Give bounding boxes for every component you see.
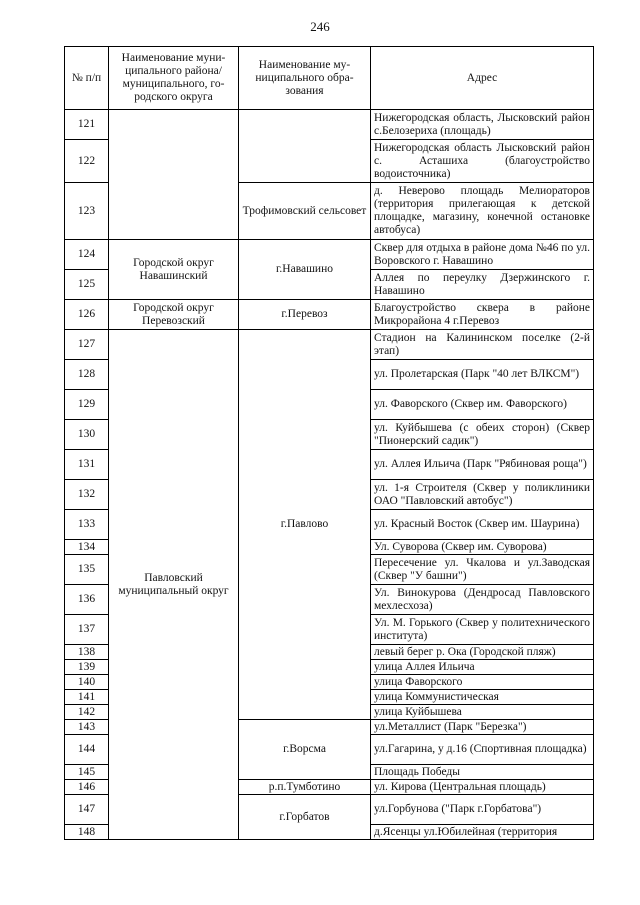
row-number: 140 [65, 675, 109, 690]
row-number: 137 [65, 615, 109, 645]
row-number: 136 [65, 585, 109, 615]
row-number: 142 [65, 705, 109, 720]
row-number: 124 [65, 240, 109, 270]
address-cell: Нижегородская область Лысковский район с. Асташиха (благоустройство водоисточника) [371, 140, 594, 183]
row-number: 135 [65, 555, 109, 585]
address-cell: Ул. Винокурова (Дендросад Павловского мехлесхоза) [371, 585, 594, 615]
address-cell: улица Фаворского [371, 675, 594, 690]
address-cell: ул. Красный Восток (Сквер им. Шаурина) [371, 510, 594, 540]
row-number: 122 [65, 140, 109, 183]
municipality-cell: г.Горбатов [239, 795, 371, 840]
header-number: № п/п [65, 47, 109, 110]
row-number: 141 [65, 690, 109, 705]
row-number: 129 [65, 390, 109, 420]
address-cell: ул.Металлист (Парк "Березка") [371, 720, 594, 735]
address-cell: ул.Гагарина, у д.16 (Спортивная площадка) [371, 735, 594, 765]
row-number: 132 [65, 480, 109, 510]
address-cell: Сквер для отдыха в районе дома №46 по ул. Воровского г. Навашино [371, 240, 594, 270]
row-number: 145 [65, 765, 109, 780]
row-number: 133 [65, 510, 109, 540]
municipality-cell: г.Навашино [239, 240, 371, 300]
municipality-cell: р.п.Тумботино [239, 780, 371, 795]
address-cell: ул. Пролетарская (Парк "40 лет ВЛКСМ") [371, 360, 594, 390]
address-cell: Стадион на Калининском поселке (2-й этап) [371, 330, 594, 360]
row-number: 127 [65, 330, 109, 360]
address-table [64, 46, 594, 840]
municipality-cell: г.Ворсма [239, 720, 371, 780]
address-cell: Аллея по переулку Дзержинского г. Навашино [371, 270, 594, 300]
address-cell: ул.Горбунова ("Парк г.Горбатова") [371, 795, 594, 825]
municipality-cell [239, 110, 371, 183]
district-cell: Городской округ Перевозский [109, 300, 239, 330]
address-cell: ул. Кирова (Центральная площадь) [371, 780, 594, 795]
header-address: Адрес [371, 47, 594, 110]
municipality-cell: Трофимовский сельсовет [239, 183, 371, 240]
address-cell: Нижегородская область, Лысковский район с.Белозериха (площадь) [371, 110, 594, 140]
district-cell [109, 110, 239, 240]
district-cell: Городской округ Навашинский [109, 240, 239, 300]
address-cell: ул. 1-я Строителя (Сквер у поликлиники ОАО "Павловский автобус") [371, 480, 594, 510]
table-body [65, 110, 594, 840]
row-number: 147 [65, 795, 109, 825]
row-number: 134 [65, 540, 109, 555]
header-district: Наименование муни-ципального района/ муниципального, го-родского округа [109, 47, 239, 110]
address-cell: улица Коммунистическая [371, 690, 594, 705]
row-number: 126 [65, 300, 109, 330]
row-number: 130 [65, 420, 109, 450]
row-number: 148 [65, 825, 109, 840]
address-cell: улица Куйбышева [371, 705, 594, 720]
address-cell: Благоустройство сквера в районе Микрорайона 4 г.Перевоз [371, 300, 594, 330]
table-row [65, 330, 594, 360]
row-number: 121 [65, 110, 109, 140]
table-row [65, 300, 594, 330]
page-number: 246 [310, 19, 330, 34]
row-number: 138 [65, 645, 109, 660]
address-cell: д. Неверово площадь Мелиораторов (территория прилегающая к детской площадке, магазину, конечной остановке автобуса) [371, 183, 594, 240]
row-number: 123 [65, 183, 109, 240]
row-number: 128 [65, 360, 109, 390]
municipality-cell: г.Павлово [239, 330, 371, 720]
address-cell: Пересечение ул. Чкалова и ул.Заводская (Сквер "У башни") [371, 555, 594, 585]
row-number: 131 [65, 450, 109, 480]
address-cell: левый берег р. Ока (Городской пляж) [371, 645, 594, 660]
row-number: 139 [65, 660, 109, 675]
address-cell: д.Ясенцы ул.Юбилейная (территория [371, 825, 594, 840]
address-cell: Площадь Победы [371, 765, 594, 780]
address-cell: улица Аллея Ильича [371, 660, 594, 675]
table-row [65, 110, 594, 140]
address-cell: Ул. Суворова (Сквер им. Суворова) [371, 540, 594, 555]
address-cell: ул. Фаворского (Сквер им. Фаворского) [371, 390, 594, 420]
row-number: 144 [65, 735, 109, 765]
district-cell: Павловский муниципальный округ [109, 330, 239, 840]
address-cell: ул. Аллея Ильича (Парк "Рябиновая роща") [371, 450, 594, 480]
row-number: 143 [65, 720, 109, 735]
address-cell: Ул. М. Горького (Сквер у политехнического института) [371, 615, 594, 645]
address-cell: ул. Куйбышева (с обеих сторон) (Сквер "Пионерский садик") [371, 420, 594, 450]
row-number: 146 [65, 780, 109, 795]
row-number: 125 [65, 270, 109, 300]
municipality-cell: г.Перевоз [239, 300, 371, 330]
table-row [65, 240, 594, 270]
header-municipality: Наименование му-ниципального обра-зования [239, 47, 371, 110]
table-header-row [65, 47, 594, 110]
